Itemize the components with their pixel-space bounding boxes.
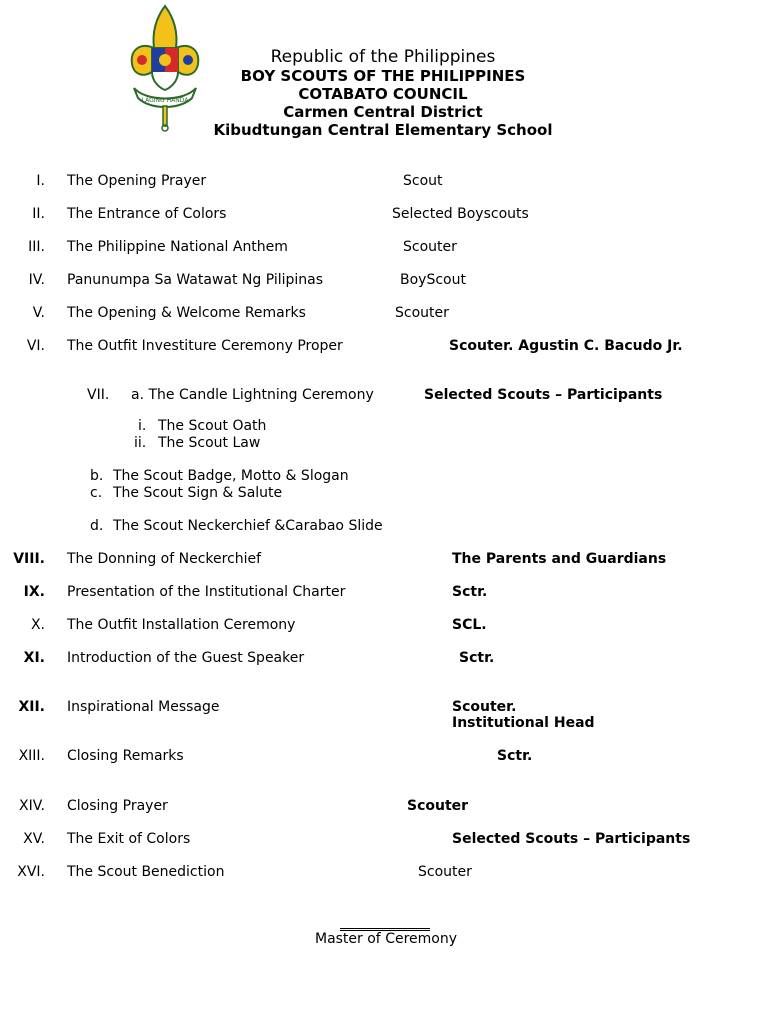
header-council: COTABATO COUNCIL: [298, 85, 468, 103]
item-title: The Exit of Colors: [67, 831, 191, 847]
item-number: I.: [36, 173, 45, 189]
item-number: II.: [32, 206, 45, 222]
item-responsible: Sctr.: [497, 748, 533, 764]
item-responsible: BoyScout: [400, 272, 466, 288]
sub-item-text: The Scout Oath: [158, 418, 267, 434]
header-republic: Republic of the Philippines: [270, 47, 496, 67]
sub-item-text: The Scout Badge, Motto & Slogan: [113, 468, 349, 484]
item-title: Closing Prayer: [67, 798, 168, 814]
item-responsible: Scouter: [403, 239, 457, 255]
item-title: Presentation of the Institutional Charter: [67, 584, 346, 600]
item-title: The Entrance of Colors: [67, 206, 227, 222]
item-responsible: Scout: [403, 173, 443, 189]
item-responsible: The Parents and Guardians: [452, 551, 667, 567]
item-responsible: Selected Scouts – Participants: [424, 387, 663, 403]
item-number: VI.: [26, 338, 45, 354]
item-responsible: Scouter. Agustin C. Bacudo Jr.: [449, 338, 683, 354]
item-number: X.: [30, 617, 45, 633]
item-title: a. The Candle Lightning Ceremony: [131, 387, 374, 403]
item-responsible-secondary: Institutional Head: [452, 715, 595, 731]
item-number: XII.: [18, 699, 45, 715]
item-number: V.: [32, 305, 45, 321]
item-number: VIII.: [13, 551, 45, 567]
sub-item-text: The Scout Neckerchief &Carabao Slide: [113, 518, 383, 534]
item-number: XI.: [23, 650, 45, 666]
item-number: VII.: [87, 387, 110, 403]
item-number: IV.: [28, 272, 45, 288]
sub-item-number: ii.: [134, 435, 147, 451]
item-responsible: SCL.: [452, 617, 487, 633]
header-organization: BOY SCOUTS OF THE PHILIPPINES: [240, 67, 526, 85]
item-title: Closing Remarks: [67, 748, 184, 764]
item-title: Introduction of the Guest Speaker: [67, 650, 305, 666]
header-school: Kibudtungan Central Elementary School: [213, 121, 553, 139]
item-number: XIV.: [19, 798, 45, 814]
sub-item-number: c.: [90, 485, 103, 501]
item-title: The Outfit Installation Ceremony: [67, 617, 296, 633]
item-number: XV.: [23, 831, 45, 847]
item-number: XIII.: [18, 748, 45, 764]
logo-motto: LAGING HANDA: [141, 97, 189, 104]
item-responsible: Scouter: [395, 305, 449, 321]
item-responsible: Scouter: [407, 798, 469, 814]
item-title: The Philippine National Anthem: [67, 239, 288, 255]
item-title: The Scout Benediction: [67, 864, 225, 880]
item-responsible: Selected Scouts – Participants: [452, 831, 691, 847]
item-title: The Opening Prayer: [67, 173, 207, 189]
sub-item-number: i.: [138, 418, 147, 434]
item-title: Inspirational Message: [67, 699, 220, 715]
item-number: XVI.: [17, 864, 45, 880]
sub-item-text: The Scout Sign & Salute: [113, 485, 283, 501]
item-responsible: Selected Boyscouts: [392, 206, 529, 222]
item-responsible: Sctr.: [459, 650, 495, 666]
item-title: The Outfit Investiture Ceremony Proper: [67, 338, 343, 354]
sub-item-text: The Scout Law: [158, 435, 261, 451]
item-number: IX.: [23, 584, 45, 600]
item-responsible: Scouter: [418, 864, 472, 880]
item-title: The Opening & Welcome Remarks: [67, 305, 306, 321]
sub-item-number: b.: [90, 468, 104, 484]
item-title: Panunumpa Sa Watawat Ng Pilipinas: [67, 272, 324, 288]
signature-label: Master of Ceremony: [314, 931, 458, 947]
sub-item-number: d.: [90, 518, 104, 534]
item-responsible: Sctr.: [452, 584, 488, 600]
item-title: The Donning of Neckerchief: [67, 551, 262, 567]
item-number: III.: [28, 239, 45, 255]
item-responsible: Scouter.: [452, 699, 517, 715]
header-district: Carmen Central District: [283, 103, 483, 121]
